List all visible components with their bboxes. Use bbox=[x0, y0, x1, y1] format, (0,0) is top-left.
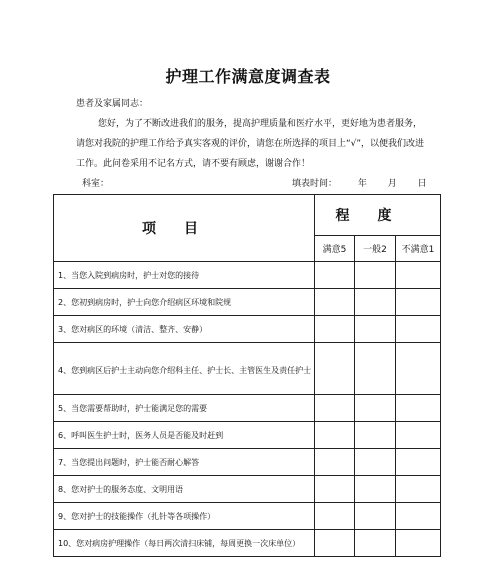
answer-cell-average[interactable] bbox=[355, 476, 396, 503]
question-2: 2、您初到病房时，护士向您介绍病区环境和院规 bbox=[54, 289, 315, 316]
date-label: 填表时间： bbox=[292, 179, 338, 189]
page-title: 护理工作满意度调查表 bbox=[165, 67, 331, 86]
answer-cell-satisfied[interactable] bbox=[315, 476, 355, 503]
answer-cell-average[interactable] bbox=[355, 289, 396, 316]
salutation: 患者及家属同志： bbox=[76, 99, 149, 109]
answer-cell-satisfied[interactable] bbox=[315, 530, 355, 557]
answer-cell-unsatisfied[interactable] bbox=[396, 395, 441, 422]
answer-cell-average[interactable] bbox=[355, 262, 396, 289]
answer-cell-unsatisfied[interactable] bbox=[396, 262, 441, 289]
survey-table bbox=[53, 194, 441, 557]
question-5: 5、当您需要帮助时，护士能满足您的需要 bbox=[54, 395, 315, 422]
answer-cell-average[interactable] bbox=[355, 422, 396, 449]
answer-cell-satisfied[interactable] bbox=[315, 422, 355, 449]
intro-paragraph: 您好，为了不断改进我们的服务，提高护理质量和医疗水平，更好地为患者服务，请您对我院的护理工作给予真实客观的评价，请您在所选择的项目上“√”，以便我们改进工作。此问卷采用不记名方式，请不要有顾虑，谢谢合作！ bbox=[76, 119, 425, 169]
answer-cell-unsatisfied[interactable] bbox=[396, 449, 441, 476]
year-label: 年 bbox=[357, 179, 367, 189]
answer-cell-satisfied[interactable] bbox=[315, 262, 355, 289]
answer-cell-satisfied[interactable] bbox=[315, 343, 355, 395]
option-satisfied: 满意5 bbox=[315, 236, 355, 262]
option-average: 一般2 bbox=[355, 236, 396, 262]
question-10: 10、您对病房护理操作（每日两次清扫床铺，每周更换一次床单位） bbox=[54, 530, 315, 557]
answer-cell-satisfied[interactable] bbox=[315, 316, 355, 343]
header-degree: 程度 bbox=[315, 195, 441, 236]
answer-cell-satisfied[interactable] bbox=[315, 395, 355, 422]
question-4: 4、您到病区后护士主动向您介绍科主任、护士长、主管医生及责任护士 bbox=[54, 343, 315, 395]
answer-cell-unsatisfied[interactable] bbox=[396, 289, 441, 316]
question-8: 8、您对护士的服务态度、文明用语 bbox=[54, 476, 315, 503]
date-line bbox=[292, 176, 445, 189]
question-9: 9、您对护士的技能操作（扎针等各项操作） bbox=[54, 503, 315, 530]
answer-cell-satisfied[interactable] bbox=[315, 289, 355, 316]
answer-cell-satisfied[interactable] bbox=[315, 503, 355, 530]
month-label: 月 bbox=[387, 179, 397, 189]
day-label: 日 bbox=[417, 179, 427, 189]
answer-cell-unsatisfied[interactable] bbox=[396, 476, 441, 503]
answer-cell-unsatisfied[interactable] bbox=[396, 316, 441, 343]
answer-cell-unsatisfied[interactable] bbox=[396, 503, 441, 530]
answer-cell-average[interactable] bbox=[355, 343, 396, 395]
answer-cell-average[interactable] bbox=[355, 530, 396, 557]
question-3: 3、您对病区的环境（清洁、整齐、安静） bbox=[54, 316, 315, 343]
answer-cell-unsatisfied[interactable] bbox=[396, 530, 441, 557]
answer-cell-satisfied[interactable] bbox=[315, 449, 355, 476]
header-item: 项目 bbox=[54, 195, 315, 262]
answer-cell-average[interactable] bbox=[355, 316, 396, 343]
answer-cell-unsatisfied[interactable] bbox=[396, 422, 441, 449]
answer-cell-unsatisfied[interactable] bbox=[396, 343, 441, 395]
question-6: 6、呼叫医生护士时，医务人员是否能及时赶到 bbox=[54, 422, 315, 449]
question-7: 7、当您提出问题时，护士能否耐心解答 bbox=[54, 449, 315, 476]
answer-cell-average[interactable] bbox=[355, 503, 396, 530]
option-unsatisfied: 不满意1 bbox=[396, 236, 441, 262]
answer-cell-average[interactable] bbox=[355, 449, 396, 476]
department-label: 科室： bbox=[82, 179, 110, 189]
question-1: 1、当您入院到病房时，护士对您的接待 bbox=[54, 262, 315, 289]
answer-cell-average[interactable] bbox=[355, 395, 396, 422]
